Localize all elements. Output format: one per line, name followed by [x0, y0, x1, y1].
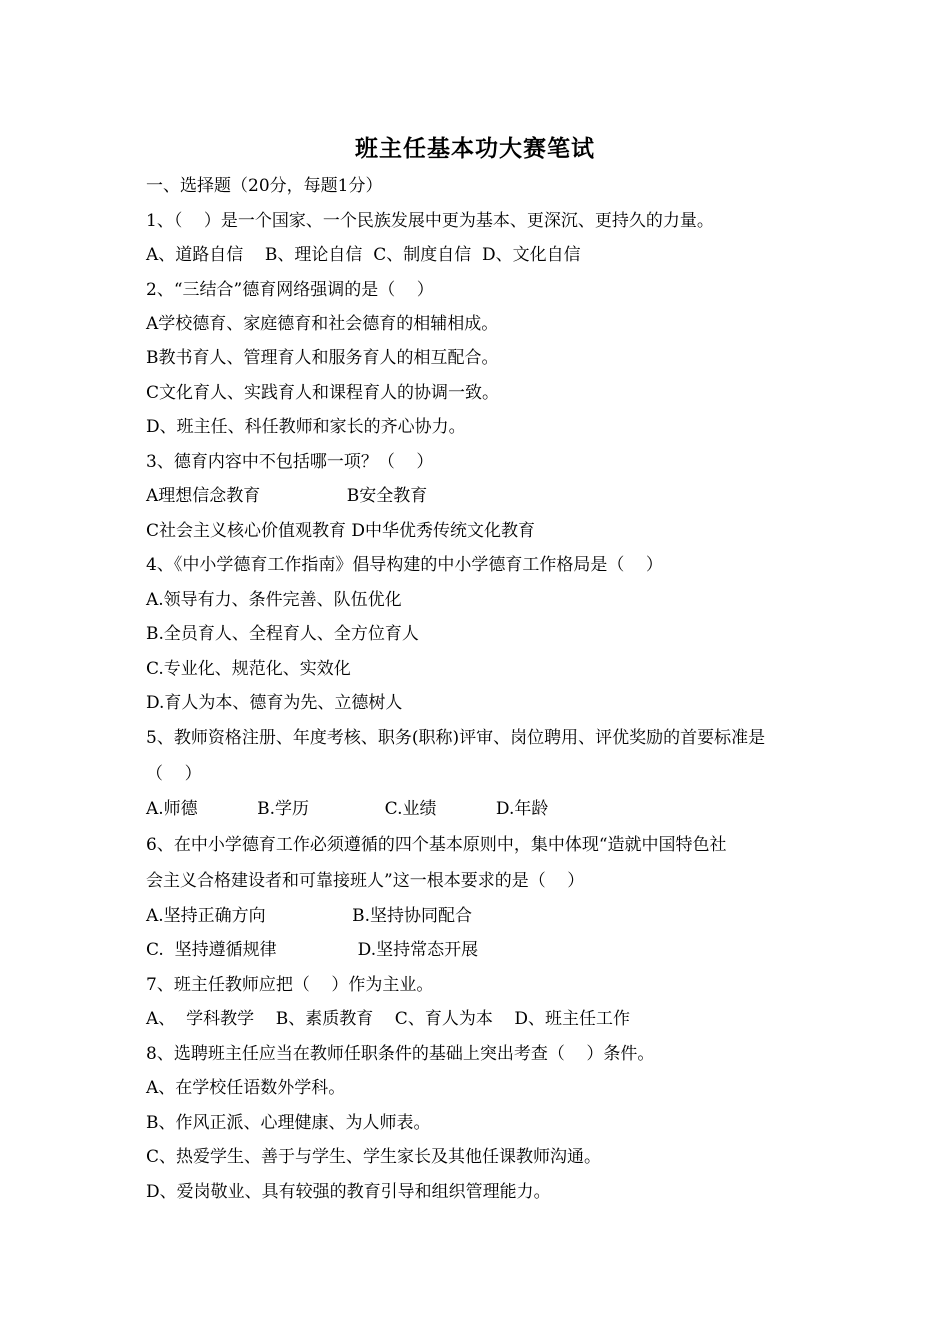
question-5-options: A.师德 B.学历 C.业绩 D.年龄 — [146, 799, 549, 819]
question-3: 3、德育内容中不包括哪一项？（ ） — [146, 452, 434, 472]
question-4-option-d: D.育人为本、德育为先、立德树人 — [146, 693, 403, 713]
question-2-option-d: D、班主任、科任教师和家长的齐心协力。 — [146, 417, 466, 437]
question-3-options-cd: C社会主义核心价值观教育 D中华优秀传统文化教育 — [146, 521, 536, 541]
question-3-options-ab: A理想信念教育 B安全教育 — [146, 486, 428, 506]
question-8-option-a: A、在学校任语数外学科。 — [146, 1078, 346, 1098]
question-1-options: A、道路自信 B、理论自信 C、制度自信 D、文化自信 — [146, 245, 581, 265]
question-5: 5、教师资格注册、年度考核、职务(职称)评审、岗位聘用、评优奖励的首要标准是 — [146, 728, 766, 748]
question-6: 6、在中小学德育工作必须遵循的四个基本原则中，集中体现“造就中国特色社 — [146, 835, 727, 855]
question-8-option-d: D、爱岗敬业、具有较强的教育引导和组织管理能力。 — [146, 1182, 551, 1202]
question-4: 4、《中小学德育工作指南》倡导构建的中小学德育工作格局是（ ） — [146, 555, 663, 575]
question-4-option-a: A.领导有力、条件完善、队伍优化 — [146, 590, 402, 610]
question-4-option-c: C.专业化、规范化、实效化 — [146, 659, 351, 679]
question-8-option-c: C、热爱学生、善于与学生、学生家长及其他任课教师沟通。 — [146, 1147, 602, 1167]
question-6-continued: 会主义合格建设者和可靠接班人”这一根本要求的是（ ） — [146, 871, 585, 891]
question-8-option-b: B、作风正派、心理健康、为人师表。 — [146, 1113, 431, 1133]
question-2-option-b: B教书育人、管理育人和服务育人的相互配合。 — [146, 348, 499, 368]
question-1: 1、（ ）是一个国家、一个民族发展中更为基本、更深沉、更持久的力量。 — [146, 211, 714, 231]
question-6-options-cd: C. 坚持遵循规律 D.坚持常态开展 — [146, 940, 479, 960]
question-5-blank: （ ） — [146, 764, 202, 784]
page-title: 班主任基本功大赛笔试 — [355, 136, 595, 162]
question-2-option-a: A学校德育、家庭德育和社会德育的相辅相成。 — [146, 314, 499, 334]
question-2-option-c: C文化育人、实践育人和课程育人的协调一致。 — [146, 383, 500, 403]
question-7-options: A、 学科教学 B、素质教育 C、育人为本 D、班主任工作 — [146, 1009, 631, 1029]
question-8: 8、选聘班主任应当在教师任职条件的基础上突出考查（ ）条件。 — [146, 1044, 655, 1064]
question-2: 2、“三结合”德育网络强调的是（ ） — [146, 280, 434, 300]
section-heading: 一、选择题（20分，每题1分） — [146, 176, 383, 196]
question-6-options-ab: A.坚持正确方向 B.坚持协同配合 — [146, 906, 473, 926]
question-4-option-b: B.全员育人、全程育人、全方位育人 — [146, 624, 419, 644]
question-7: 7、班主任教师应把（ ）作为主业。 — [146, 975, 434, 995]
